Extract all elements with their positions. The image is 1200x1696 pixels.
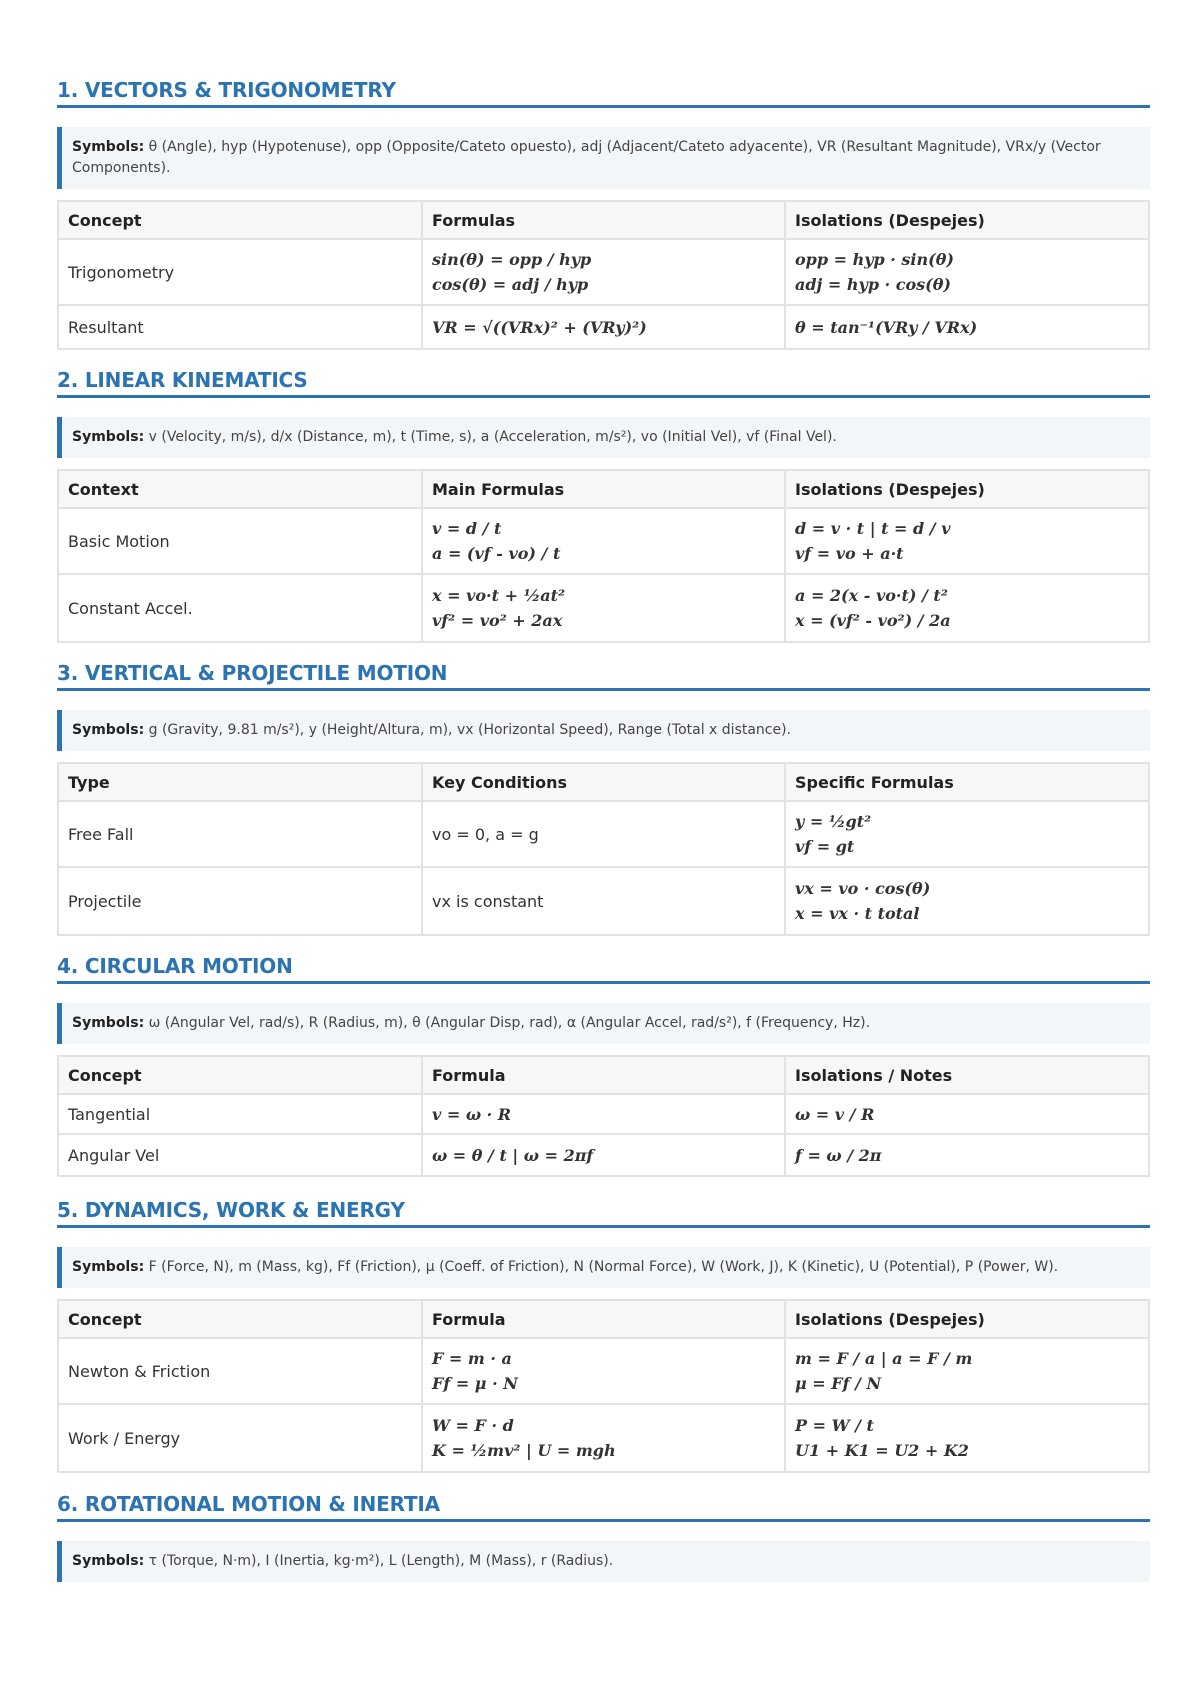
formula: vf = vo + a·t	[795, 544, 904, 563]
section-rotational-motion-inertia	[57, 1486, 1150, 1582]
formula-cell	[423, 306, 786, 348]
formula-cell	[423, 575, 786, 641]
table-row	[59, 1339, 1148, 1405]
row-label: Tangential	[59, 1095, 423, 1135]
symbols-box	[57, 1247, 1150, 1288]
section-vertical-projectile-motion	[57, 655, 1150, 936]
formula: adj = hyp · cos(θ)	[795, 275, 951, 294]
symbols-box	[57, 1003, 1150, 1044]
column-header: Main Formulas	[423, 471, 786, 509]
symbols-label: Symbols:	[72, 1259, 145, 1275]
formula-cell	[423, 1135, 786, 1175]
column-header: Key Conditions	[423, 764, 786, 802]
formula: VR = √((VRx)² + (VRy)²)	[432, 317, 647, 337]
formula: opp = hyp · sin(θ)	[795, 250, 954, 269]
formula: v = d / t	[432, 519, 502, 538]
formula: F = m · a	[432, 1349, 512, 1368]
symbols-text: τ (Torque, N·m), I (Inertia, kg·m²), L (Length), M (Mass), r (Radius).	[148, 1553, 614, 1569]
formula-cell	[423, 509, 786, 575]
section-vectors-trigonometry	[57, 72, 1150, 350]
formula: ω = θ / t | ω = 2πf	[432, 1145, 594, 1165]
symbols-box	[57, 127, 1150, 189]
formula-table	[57, 1055, 1150, 1177]
formula-cell	[423, 1095, 786, 1135]
symbols-label: Symbols:	[72, 722, 145, 738]
table-row	[59, 240, 1148, 306]
table-header-row	[59, 471, 1148, 509]
formula: K = ½mv² | U = mgh	[432, 1441, 616, 1460]
formula: θ = tan⁻¹(VRy / VRx)	[795, 317, 978, 337]
row-label: Constant Accel.	[59, 575, 423, 641]
column-header: Isolations (Despejes)	[786, 1301, 1148, 1339]
section-title: 4. CIRCULAR MOTION	[57, 948, 1150, 984]
table-row	[59, 1095, 1148, 1135]
formula: v = ω · R	[432, 1104, 512, 1124]
row-label: Basic Motion	[59, 509, 423, 575]
symbols-text: v (Velocity, m/s), d/x (Distance, m), t (Time, s), a (Acceleration, m/s²), vo (Initial Vel), vf (Final Vel).	[148, 429, 837, 445]
symbols-box	[57, 710, 1150, 751]
isolation-cell	[786, 1405, 1148, 1471]
formula: W = F · d	[432, 1416, 514, 1435]
formula: a = 2(x - vo·t) / t²	[795, 586, 948, 605]
formula-cell	[423, 240, 786, 306]
isolation-cell	[786, 1135, 1148, 1175]
formula: m = F / a | a = F / m	[795, 1349, 973, 1368]
formula: y = ½gt²	[795, 812, 872, 831]
table-row	[59, 868, 1148, 934]
column-header: Concept	[59, 1057, 423, 1095]
symbols-label: Symbols:	[72, 1553, 145, 1569]
formula-table	[57, 1299, 1150, 1473]
formula: cos(θ) = adj / hyp	[432, 275, 589, 294]
formula: f = ω / 2π	[795, 1145, 882, 1165]
table-row	[59, 575, 1148, 641]
column-header: Formula	[423, 1057, 786, 1095]
table-row	[59, 306, 1148, 348]
column-header: Isolations (Despejes)	[786, 202, 1148, 240]
isolation-cell	[786, 575, 1148, 641]
symbols-text: ω (Angular Vel, rad/s), R (Radius, m), θ (Angular Disp, rad), α (Angular Accel, rad/s²), f (Frequency, Hz).	[148, 1015, 871, 1031]
column-header: Context	[59, 471, 423, 509]
section-title: 5. DYNAMICS, WORK & ENERGY	[57, 1192, 1150, 1228]
formula-cell	[423, 1339, 786, 1405]
row-label: Trigonometry	[59, 240, 423, 306]
section-circular-motion	[57, 948, 1150, 1177]
formula: Ff = μ · N	[432, 1374, 518, 1393]
table-header-row	[59, 202, 1148, 240]
symbols-label: Symbols:	[72, 139, 145, 155]
formula: d = v · t | t = d / v	[795, 519, 951, 538]
condition-cell: vx is constant	[423, 868, 786, 934]
row-label: Newton & Friction	[59, 1339, 423, 1405]
isolation-cell	[786, 1339, 1148, 1405]
formula: ω = v / R	[795, 1104, 875, 1124]
symbols-text: θ (Angle), hyp (Hypotenuse), opp (Opposite/Cateto opuesto), adj (Adjacent/Cateto adyacente), VR (Resultant Magnitude), VRx/y (Vector Components).	[72, 139, 1101, 176]
formula: P = W / t	[795, 1416, 874, 1435]
table-row	[59, 1405, 1148, 1471]
table-header-row	[59, 1301, 1148, 1339]
section-title: 3. VERTICAL & PROJECTILE MOTION	[57, 655, 1150, 691]
row-label: Projectile	[59, 868, 423, 934]
formula: vf² = vo² + 2ax	[432, 611, 563, 630]
isolation-cell	[786, 240, 1148, 306]
column-header: Concept	[59, 1301, 423, 1339]
section-dynamics-work-energy	[57, 1192, 1150, 1473]
formula: vf = gt	[795, 837, 855, 856]
formula-table	[57, 469, 1150, 643]
column-header: Formulas	[423, 202, 786, 240]
formula-cell	[786, 868, 1148, 934]
table-row	[59, 802, 1148, 868]
table-header-row	[59, 764, 1148, 802]
column-header: Concept	[59, 202, 423, 240]
formula-table	[57, 762, 1150, 936]
table-row	[59, 1135, 1148, 1175]
symbols-text: g (Gravity, 9.81 m/s²), y (Height/Altura, m), vx (Horizontal Speed), Range (Total x distance).	[148, 722, 792, 738]
row-label: Angular Vel	[59, 1135, 423, 1175]
symbols-label: Symbols:	[72, 1015, 145, 1031]
formula-table	[57, 200, 1150, 350]
formula: a = (vf - vo) / t	[432, 544, 561, 563]
table-row	[59, 509, 1148, 575]
isolation-cell	[786, 509, 1148, 575]
section-title: 1. VECTORS & TRIGONOMETRY	[57, 72, 1150, 108]
section-title: 6. ROTATIONAL MOTION & INERTIA	[57, 1486, 1150, 1522]
formula-cell	[423, 1405, 786, 1471]
column-header: Specific Formulas	[786, 764, 1148, 802]
column-header: Formula	[423, 1301, 786, 1339]
table-header-row	[59, 1057, 1148, 1095]
isolation-cell	[786, 306, 1148, 348]
row-label: Resultant	[59, 306, 423, 348]
formula-cell	[786, 802, 1148, 868]
section-linear-kinematics	[57, 362, 1150, 643]
column-header: Isolations / Notes	[786, 1057, 1148, 1095]
row-label: Free Fall	[59, 802, 423, 868]
isolation-cell	[786, 1095, 1148, 1135]
row-label: Work / Energy	[59, 1405, 423, 1471]
symbols-box	[57, 417, 1150, 458]
symbols-box	[57, 1541, 1150, 1582]
formula: x = (vf² - vo²) / 2a	[795, 611, 951, 630]
formula: U1 + K1 = U2 + K2	[795, 1441, 969, 1460]
section-title: 2. LINEAR KINEMATICS	[57, 362, 1150, 398]
symbols-text: F (Force, N), m (Mass, kg), Ff (Friction), μ (Coeff. of Friction), N (Normal Force), W (Work, J), K (Kinetic), U (Potential), P (Power, W).	[148, 1259, 1059, 1275]
column-header: Type	[59, 764, 423, 802]
formula: sin(θ) = opp / hyp	[432, 250, 592, 269]
formula: x = vx · t total	[795, 904, 920, 923]
formula: μ = Ff / N	[795, 1374, 882, 1393]
column-header: Isolations (Despejes)	[786, 471, 1148, 509]
condition-cell: vo = 0, a = g	[423, 802, 786, 868]
symbols-label: Symbols:	[72, 429, 145, 445]
formula: x = vo·t + ½at²	[432, 586, 566, 605]
formula: vx = vo · cos(θ)	[795, 879, 931, 898]
